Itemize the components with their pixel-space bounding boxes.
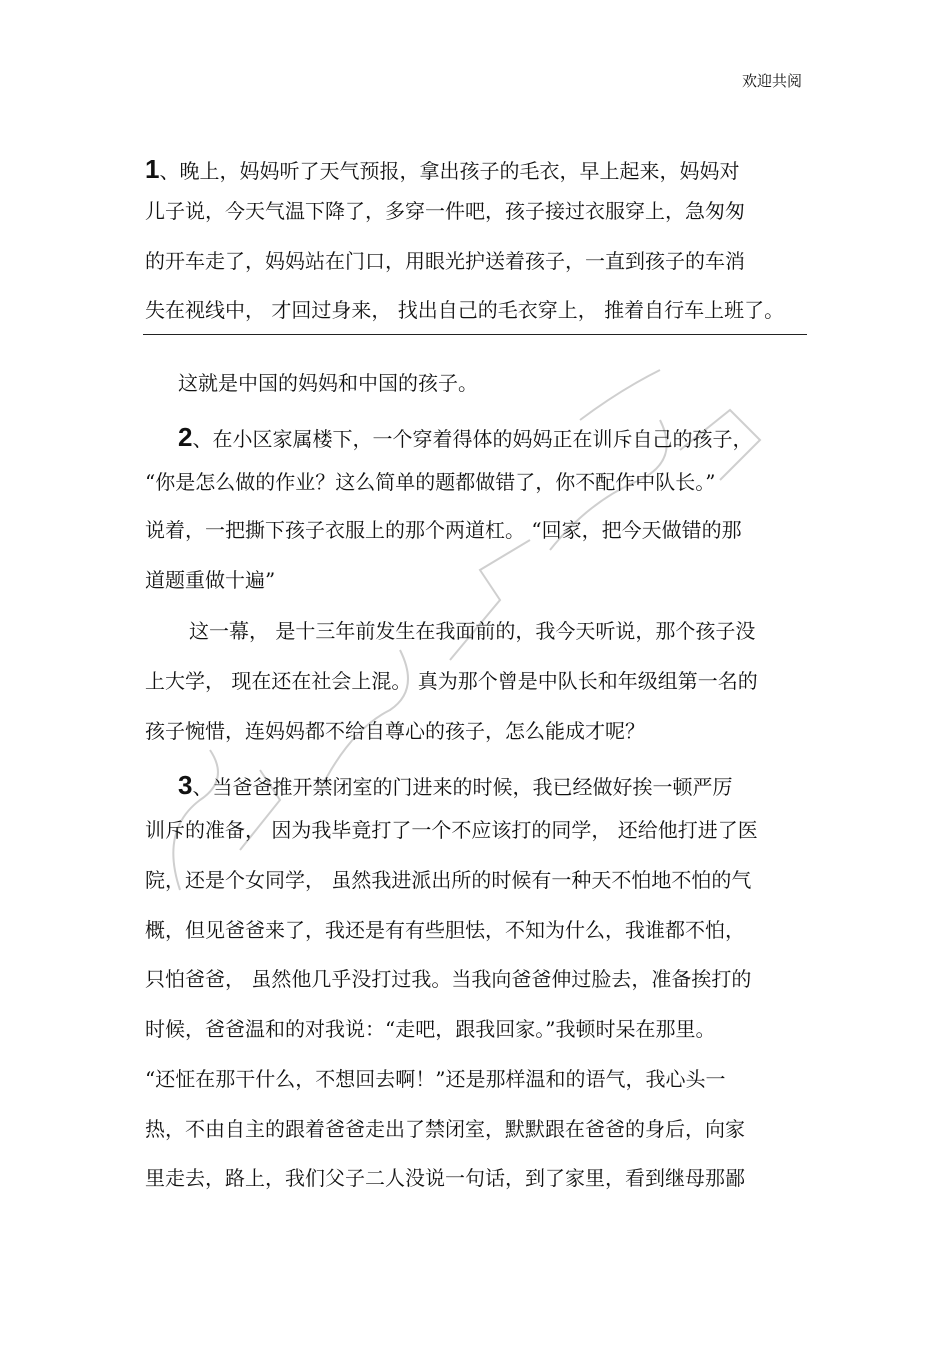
p3-line-2: 训斥的准备， 因为我毕竟打了一个不应该打的同学， 还给他打进了医	[145, 818, 758, 842]
p3-number: 3	[178, 770, 193, 800]
p3-line-8: 热，不由自主的跟着爸爸走出了禁闭室，默默跟在爸爸的身后，向家	[145, 1117, 745, 1141]
p2-line-2: “你是怎么做的作业？这么简单的题都做错了，你不配作中队长。”	[145, 470, 716, 494]
p3-text-1: 、当爸爸推开禁闭室的门进来的时候，我已经做好挨一顿严厉	[192, 775, 733, 799]
p1-line-1	[145, 156, 739, 182]
p1-line-3: 的开车走了，妈妈站在门口，用眼光护送着孩子，一直到孩子的车消	[145, 249, 745, 273]
p1-line-2: 儿子说，今天气温下降了，多穿一件吧，孩子接过衣服穿上，急匆匆	[145, 199, 745, 223]
p3-line-9: 里走去，路上，我们父子二人没说一句话，到了家里，看到继母那鄙	[145, 1166, 745, 1190]
p1-number: 1	[145, 154, 160, 184]
header-note: 欢迎共阅	[741, 72, 802, 90]
p2-number: 2	[178, 422, 193, 452]
p3-line-4: 概，但见爸爸来了，我还是有有些胆怯，不知为什么，我谁都不怕，	[145, 918, 745, 942]
divider	[143, 334, 807, 335]
p1-text-1: 、晚上，妈妈听了天气预报，拿出孩子的毛衣，早上起来，妈妈对	[159, 159, 740, 183]
p3-line-3: 院，还是个女同学， 虽然我进派出所的时候有一种天不怕地不怕的气	[145, 868, 752, 892]
p2-line-5: 这一幕， 是十三年前发生在我面前的，我今天听说，那个孩子没	[189, 619, 756, 643]
p1-line-5: 这就是中国的妈妈和中国的孩子。	[178, 371, 478, 395]
p3-line-5: 只怕爸爸， 虽然他几乎没打过我。当我向爸爸伸过脸去，准备挨打的	[145, 967, 752, 991]
p2-line-6: 上大学， 现在还在社会上混。 真为那个曾是中队长和年级组第一名的	[145, 669, 758, 693]
p3-line-1	[178, 772, 732, 798]
p2-line-3: 说着，一把撕下孩子衣服上的那个两道杠。 “回家，把今天做错的那	[145, 518, 742, 542]
p2-text-1: 、在小区家属楼下，一个穿着得体的妈妈正在训斥自己的孩子，	[192, 427, 753, 451]
p2-line-1	[178, 424, 752, 450]
p1-line-4: 失在视线中， 才回过身来， 找出自己的毛衣穿上， 推着自行车上班了。	[145, 298, 785, 322]
p3-line-6: 时候，爸爸温和的对我说：“走吧，跟我回家。”我顿时呆在那里。	[145, 1017, 716, 1041]
p2-line-7: 孩子惋惜，连妈妈都不给自尊心的孩子，怎么能成才呢？	[145, 719, 645, 743]
p2-line-4: 道题重做十遍”	[145, 568, 276, 592]
p3-line-7: “还怔在那干什么，不想回去啊！”还是那样温和的语气，我心头一	[145, 1067, 726, 1091]
